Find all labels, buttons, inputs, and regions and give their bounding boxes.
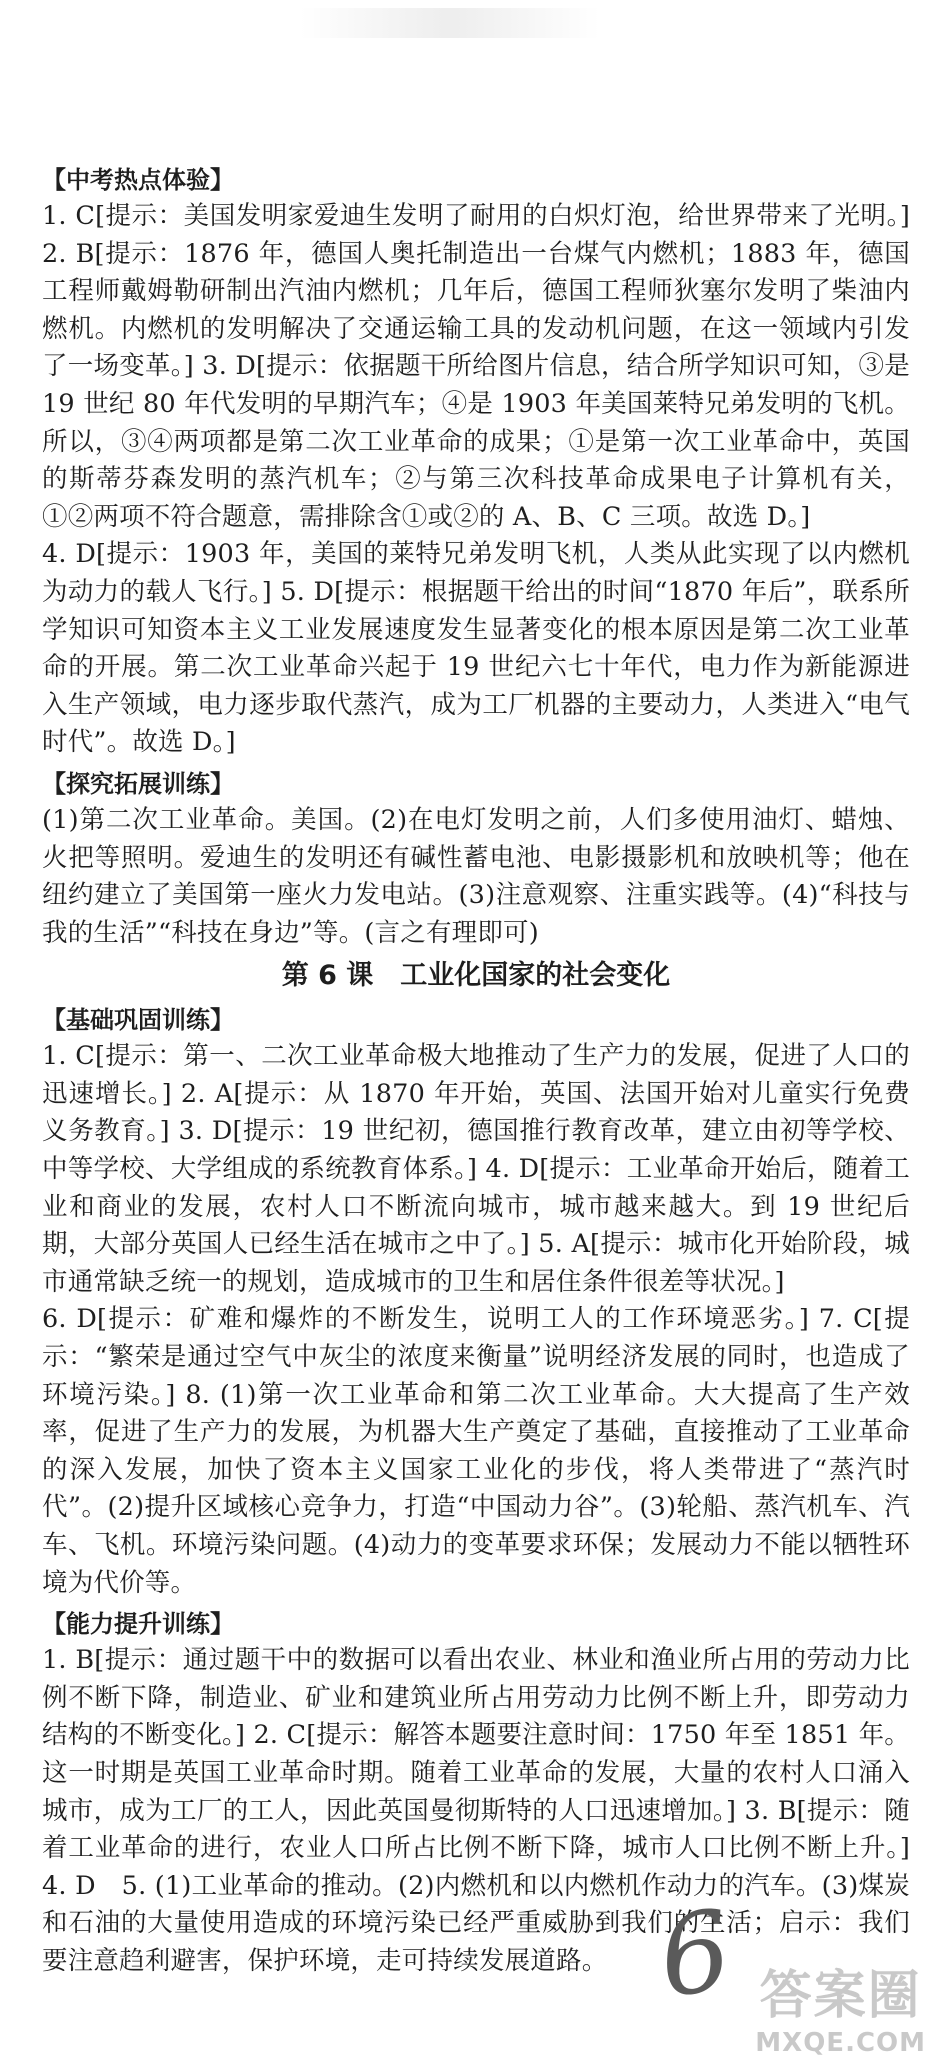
watermark-url: MXQE.COM bbox=[755, 2028, 926, 2058]
scan-smudge bbox=[300, 8, 600, 38]
answer-paragraph: 6. D[提示：矿难和爆炸的不断发生，说明工人的工作环境恶劣。] 7. C[提示：“繁荣是通过空气中灰尘的浓度来衡量”说明经济发展的同时，也造成了环境污染。] 8. (1)第一次工业革命和第二次工业革命。大大提高了生产效率，促进了生产力的发展，为机器大生产奠定了基础，直接推动了工业革命的深入发展，加快了资本主义国家工业化的步伐，将人类带进了“蒸汽时代”。(2)提升区域核心竞争力，打造“中国动力谷”。(3)轮船、蒸汽机车、汽车、飞机。环境污染问题。(4)动力的变革要求环保；发展动力不能以牺牲环境为代价等。 bbox=[42, 1304, 910, 1598]
answer-page bbox=[42, 158, 910, 1981]
answer-paragraph: 1. B[提示：通过题干中的数据可以看出农业、林业和渔业所占用的劳动力比例不断下降，制造业、矿业和建筑业所占用劳动力比例不断上升，即劳动力结构的不断变化。] 2. C[提示：解答本题要注意时间：1750 年至 1851 年。这一时期是英国工业革命时期。随着工业革命的发展，大量的农村人口涌入城市，成为工厂的工人，因此英国曼彻斯特的人口迅速增加。] 3. B[提示：随着工业革命的进行，农业人口所占比例不断下降，城市人口比例不断上升。] 4. D 5. (1)工业革命的推动。(2)内燃机和以内燃机作动力的汽车。(3)煤炭和石油的大量使用造成的环境污染已经严重威胁到我们的生活；启示：我们要注意趋利避害，保护环境，走可持续发展道路。 bbox=[42, 1645, 910, 1976]
answer-paragraph: (1)第二次工业革命。美国。(2)在电灯发明之前，人们多使用油灯、蜡烛、火把等照明。爱迪生的发明还有碱性蓄电池、电影摄影机和放映机等；他在纽约建立了美国第一座火力发电站。(3)注意观察、注重实践等。(4)“科技与我的生活”“科技在身边”等。(言之有理即可) bbox=[42, 804, 910, 948]
section-title-exam-hotspot: 【中考热点体验】 bbox=[42, 166, 234, 194]
answer-paragraph: 1. C[提示：第一、二次工业革命极大地推动了生产力的发展，促进了人口的迅速增长。] 2. A[提示：从 1870 年开始，英国、法国开始对儿童实行免费义务教育。] 3. D[提示：19 世纪初，德国推行教育改革，建立由初等学校、中等学校、大学组成的系统教育体系。] 4. D[提示：工业革命开始后，随着工业和商业的发展，农村人口不断流向城市，城市越来越大。到 19 世纪后期，大部分英国人已经生活在城市之中了。] 5. A[提示：城市化开始阶段，城市通常缺乏统一的规划，造成城市的卫生和居住条件很差等状况。] bbox=[42, 1041, 910, 1297]
section-title-ability: 【能力提升训练】 bbox=[42, 1610, 234, 1639]
lesson-title: 第 6 课 工业化国家的社会变化 bbox=[281, 960, 671, 992]
watermark bbox=[755, 1953, 926, 2058]
watermark-logo-text: 答案圈 bbox=[759, 1966, 922, 2026]
answer-paragraph: 4. D[提示：1903 年，美国的莱特兄弟发明飞机，人类从此实现了以内燃机为动力的载人飞行。] 5. D[提示：根据题干给出的时间“1870 年后”，联系所学知识可知资本主义工业发展速度发生显著变化的根本原因是第二次工业革命的开展。第二次工业革命兴起于 19 世纪六七十年代，电力作为新能源进入生产领域，电力逐步取代蒸汽，成为工厂机器的主要动力，人类进入“电气时代”。故选 D。] bbox=[42, 539, 910, 758]
section-title-basic: 【基础巩固训练】 bbox=[42, 1006, 234, 1035]
handwritten-note: 6 bbox=[651, 1885, 739, 2023]
section-title-explore: 【探究拓展训练】 bbox=[42, 769, 234, 798]
answer-paragraph: 1. C[提示：美国发明家爱迪生发明了耐用的白炽灯泡，给世界带来了光明。] 2. B[提示：1876 年，德国人奥托制造出一台煤气内燃机；1883 年，德国工程师戴姆勒研制出汽油内燃机；几年后，德国工程师狄塞尔发明了柴油内燃机。内燃机的发明解决了交通运输工具的发动机问题，在这一领域内引发了一场变革。] 3. D[提示：依据题干所给图片信息，结合所学知识可知，③是 19 世纪 80 年代发明的早期汽车；④是 1903 年美国莱特兄弟发明的飞机。所以，③④两项都是第二次工业革命的成果；①是第一次工业革命中，英国的斯蒂芬森发明的蒸汽机车；②与第三次科技革命成果电子计算机有关，①②两项不符合题意，需排除含①或②的 A、B、C 三项。故选 D。] bbox=[42, 201, 910, 532]
